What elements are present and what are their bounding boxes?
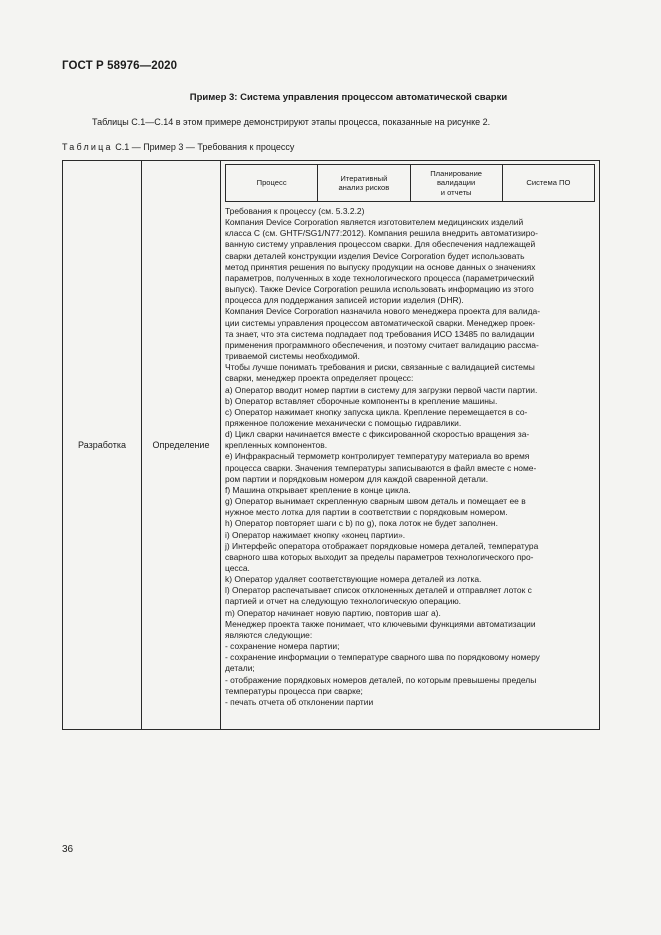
process-requirements-text [225, 206, 595, 708]
requirement-line: l) Оператор распечатывает список отклоненных деталей и отправляет лоток с [225, 585, 532, 596]
stage-cell: Определение [142, 161, 221, 730]
requirement-line: m) Оператор начинает новую партию, повторив шаг a). [225, 607, 441, 618]
requirement-line: k) Оператор удаляет соответствующие номера деталей из лотка. [225, 574, 482, 585]
requirement-line: пряженное положение механически с помощью гидравлики. [225, 417, 462, 428]
column-header-software-system [502, 165, 594, 202]
content-cell [221, 161, 600, 730]
requirement-line: Требования к процессу (см. 5.3.2.2) [225, 206, 365, 216]
requirement-line: d) Цикл сварки начинается вместе с фиксированной скоростью вращения за- [225, 429, 530, 440]
requirement-line: g) Оператор вынимает скрепленную сварным швом деталь и помещает ее в [225, 496, 526, 507]
requirement-line: b) Оператор вставляет сборочные компоненты в крепление машины. [225, 395, 498, 406]
requirement-line: - сохранение номера партии; [225, 641, 340, 652]
column-header-risk-analysis [318, 165, 410, 202]
requirement-line: применения программного обеспечения, и поэтому считает валидацию рассма- [225, 339, 539, 350]
section-title: Пример 3: Система управления процессом автоматической сварки [189, 92, 508, 103]
table-caption-word: Таблица [62, 142, 113, 152]
requirement-line: детали; [225, 663, 255, 674]
intro-paragraph: Таблицы C.1—C.14 в этом примере демонстрируют этапы процесса, показанные на рисунке 2. [92, 117, 491, 127]
requirement-line: цесса. [225, 563, 250, 573]
requirement-line: - сохранение информации о температуре сварного шва по порядковому номеру [225, 652, 540, 663]
requirements-table [62, 160, 600, 730]
requirement-line: являются следующие: [225, 629, 313, 640]
column-header-process-label: Процесс [256, 178, 287, 188]
requirement-line: Компания Device Corporation назначила нового менеджера проекта для валида- [225, 306, 541, 317]
requirement-line: i) Оператор нажимает кнопку «конец партии». [225, 529, 406, 540]
document-header: ГОСТ Р 58976—2020 [62, 60, 178, 72]
requirement-line: температуры процесса при сварке; [225, 685, 363, 696]
requirement-line: процесса для поддержания записей истории изделия (DHR). [225, 295, 464, 306]
column-header-software-system-label: Система ПО [526, 178, 571, 188]
column-header-validation-planning-label: Планирование валидации и отчеты [430, 168, 483, 197]
requirement-line: сварки, менеджер проекта определяет процесс: [225, 373, 414, 384]
requirement-line: метод принятия решения по выпуску продукции на основе данных о значениях [225, 261, 536, 272]
table-caption [62, 142, 294, 152]
requirement-line: - печать отчета об отклонении партии [225, 696, 374, 707]
requirement-line: j) Интерфейс оператора отображает порядковые номера деталей, температура [225, 540, 539, 551]
requirement-line: ванную систему управления процессом сварки. Для обеспечения надлежащей [225, 239, 536, 250]
column-header-process [226, 165, 318, 202]
requirement-line: f) Машина открывает крепление в конце цикла. [225, 484, 411, 495]
requirement-line: триваемой системы необходимой. [225, 351, 360, 362]
requirement-line: e) Инфракрасный термометр контролирует температуру материала во время [225, 451, 530, 462]
requirement-line: a) Оператор вводит номер партии в систему для загрузки первой части партии. [225, 384, 538, 395]
requirement-line: нужное место лотка для партии в соответствии с порядковым номером. [225, 507, 508, 518]
requirement-line: Компания Device Corporation является изготовителем медицинских изделий [225, 217, 524, 228]
requirement-line: Менеджер проекта также понимает, что ключевыми функциями автоматизации [225, 618, 536, 629]
requirement-line: крепленных компонентов. [225, 440, 328, 451]
process-columns-header [225, 164, 595, 202]
table-caption-text: C.1 — Пример 3 — Требования к процессу [112, 142, 295, 152]
requirement-line: та знает, что эта система подпадает под требования ИСО 13485 по валидации [225, 328, 535, 339]
requirement-line: Чтобы лучше понимать требования и риски, связанные с валидацией системы [225, 362, 535, 373]
requirement-line: сварного шва которых выходит за пределы параметров технологического про- [225, 551, 534, 562]
requirement-line: параметров, полученных в ходе технологического процесса (параметрический [225, 272, 535, 283]
requirement-line: класса С (см. GHTF/SG1/N77:2012). Компания решила внедрить автоматизиро- [225, 228, 538, 239]
requirement-line: ции системы управления процессом автоматической сварки. Менеджер проек- [225, 317, 536, 328]
column-header-validation-planning [410, 165, 502, 202]
requirement-line: выпуск). Также Device Corporation решила использовать информацию из этого [225, 284, 534, 295]
requirement-line: c) Оператор нажимает кнопку запуска цикла. Крепление перемещается в со- [225, 406, 528, 417]
page-number: 36 [62, 844, 74, 855]
phase-cell: Разработка [63, 161, 142, 730]
requirement-line: - отображение порядковых номеров деталей, по которым превышены пределы [225, 674, 537, 685]
requirement-line: ром партии и порядковым номером для каждой сваренной детали. [225, 473, 489, 484]
requirement-line: процесса сварки. Значения температуры записываются в файл вместе с номе- [225, 462, 537, 473]
requirement-line: сварки деталей конструкции изделия Device Corporation будет использовать [225, 250, 525, 261]
requirement-line: партией и отчет на следующую технологическую операцию. [225, 596, 461, 607]
column-header-risk-analysis-label: Итеративный анализ рисков [338, 173, 390, 192]
requirement-line: h) Оператор повторяет шаги с b) по g), пока лоток не будет заполнен. [225, 518, 498, 529]
